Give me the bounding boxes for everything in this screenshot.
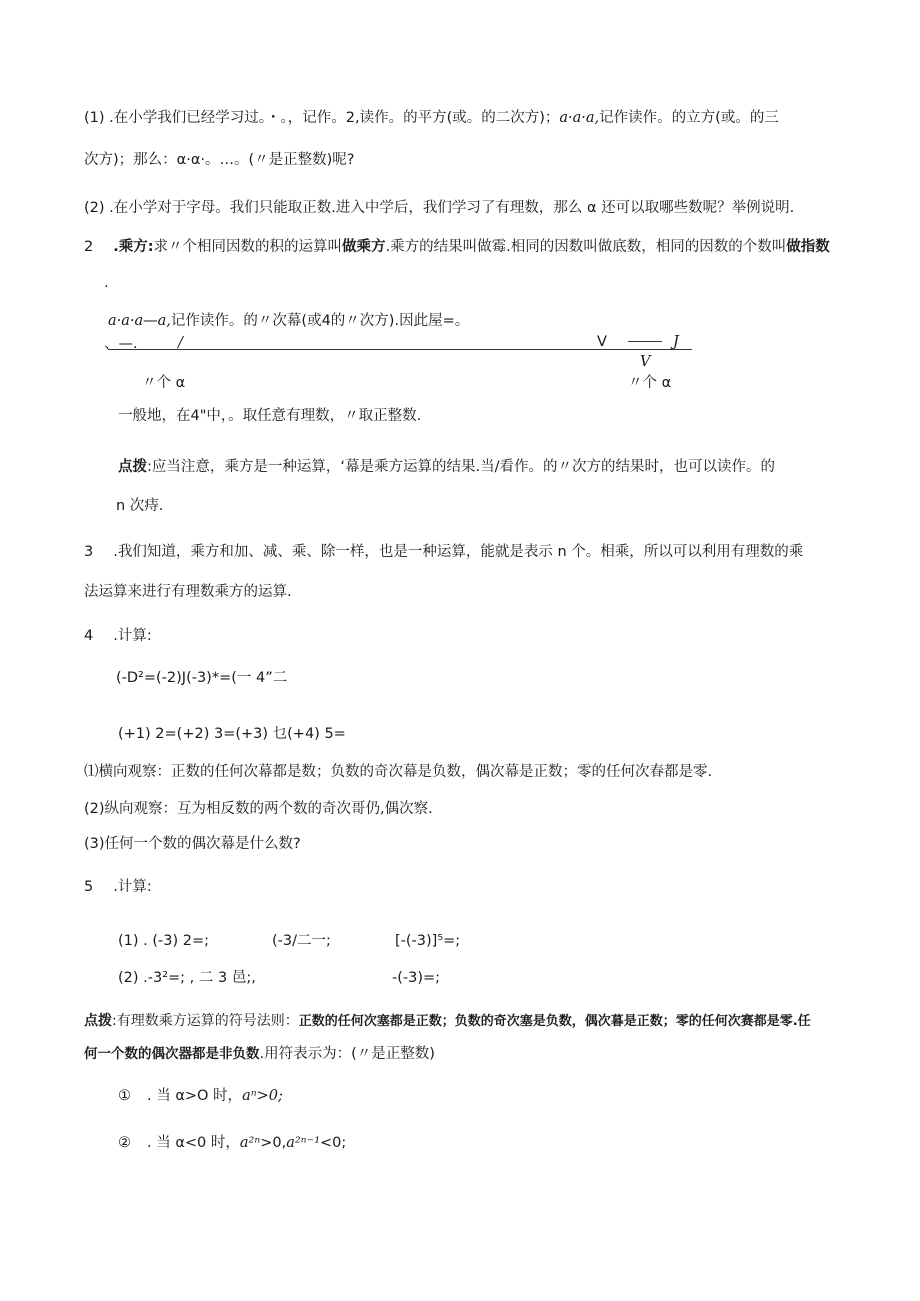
power-formula [108, 311, 469, 331]
definition-bold-b: 做指数 [786, 239, 830, 255]
brace-slash-left: / [178, 335, 183, 351]
case-2-marker: ② [118, 1135, 131, 1151]
exercise-5-row-1-a: (1) . (-3) 2=; [118, 933, 210, 949]
factor-count-left: 〃个 α [142, 375, 186, 391]
observation-2: (2)纵向观察：互为相反数的两个数的奇次哥仍,偶次察. [84, 801, 433, 817]
note-1-line-2: n 次痔. [116, 498, 164, 514]
paragraph-3-line-2: 法运算来进行有理数乘方的运算. [84, 584, 292, 600]
brace-left-mark: 、—. [104, 336, 138, 352]
item-number: 5 [84, 879, 94, 895]
observation-3: (3)任何一个数的偶次幕是什么数? [84, 836, 301, 852]
exercise-5-row-1-b: (-3/二一; [272, 933, 331, 949]
brace-slash-right: J [673, 334, 679, 350]
exercise-4-title [84, 626, 152, 646]
exercise-5-row-2-a: (2) .-3²=; , 二 3 邑;, [118, 970, 256, 986]
exercise-5-label: .计算: [113, 879, 152, 895]
note-1-label: 点拨 [118, 459, 147, 475]
exercise-4-row-1: (-D²=(-2)J(-3)*=(一 4”二 [116, 670, 288, 686]
definition-bold-a: 做乘方 [342, 239, 386, 255]
case-1 [118, 1086, 283, 1106]
item-number: 4 [84, 628, 94, 644]
definition-text-b: .乘方的结果叫做霉.相同的因数叫做底数，相同的因数的个数叫 [385, 239, 787, 255]
p1-italic: a·a·a, [559, 110, 600, 126]
definition-line [84, 237, 830, 257]
general-statement: 一般地，在4"中，。取任意有理数，〃取正整数. [118, 408, 422, 424]
paragraph-1-line-2: 次方)；那么：α·α·。…。(〃是正整数)呢? [84, 152, 355, 168]
note-1-text: :应当注意，乘方是一种运算，‘幕是乘方运算的结果.当/看作。的〃次方的结果时，也可以读作。的 [147, 459, 775, 475]
brace-v-mark: V [597, 334, 607, 350]
formula-text: 记作读作。的〃次幕(或4的〃次方).因此屋=。 [170, 313, 470, 329]
definition-text-a: 求〃个相同因数的积的运算叫 [153, 239, 343, 255]
paragraph-2: (2) .在小学对于字母。我们只能取正数.进入中学后，我们学习了有理数，那么 α 还可以取哪些数呢？举例说明. [84, 200, 795, 216]
exercise-4-row-2: (+1) 2=(+2) 3=(+3) 乜(+4) 5= [118, 726, 346, 742]
paragraph-1-line-1 [84, 108, 779, 128]
formula-italic: a·a·a—a, [108, 313, 171, 329]
note-1-line-1 [118, 457, 775, 477]
definition-end-dot: . [104, 275, 109, 291]
case-2-end: <0; [320, 1135, 347, 1151]
note-2-line-2 [84, 1044, 435, 1064]
case-2 [118, 1133, 346, 1153]
item-number: 2 [84, 239, 94, 255]
observation-1: ⑴横向观察：正数的任何次幕都是数；负数的奇次幕是负数，偶次幕是正数；零的任何次春都是零. [84, 764, 713, 780]
p1-text: (1) .在小学我们已经学习过。・。，记作。2,读作。的平方(或。的二次方)； [84, 110, 560, 126]
factor-count-right: 〃个 α [628, 375, 672, 391]
case-1-text: . 当 α>O 时， [147, 1088, 243, 1104]
exercise-5-row-2-b: -(-3)=; [392, 970, 441, 986]
note-2-text-b: .用符表示为：(〃是正整数) [259, 1046, 435, 1062]
brace-dash-right [628, 341, 662, 342]
note-2-line-1 [84, 1011, 811, 1032]
note-2-text-a: :有理数乘方运算的符号法则： [112, 1013, 299, 1029]
exercise-4-label: .计算: [113, 628, 152, 644]
definition-label: .乘方: [113, 239, 154, 255]
paragraph-3-line-1 [84, 542, 803, 562]
brace-v-sub: V [640, 354, 651, 370]
item-number: 3 [84, 544, 94, 560]
note-2-bold-a: 正数的任何次塞都是正数；负数的奇次塞是负数，偶次暮是正数；零的任何次赛都是零.任 [298, 1014, 811, 1029]
case-1-marker: ① [118, 1088, 131, 1104]
case-1-formula: aⁿ>0; [242, 1088, 283, 1104]
note-2-bold-b: 何一个数的偶次器都是非负数 [84, 1046, 260, 1062]
p1-tail: 记作读作。的立方(或。的三 [599, 110, 779, 126]
case-2-formula-b: a²ⁿ⁻¹ [286, 1135, 321, 1151]
case-2-formula-a: a²ⁿ [239, 1135, 261, 1151]
note-2-label: 点拨 [84, 1013, 112, 1029]
exercise-5-title [84, 877, 152, 897]
case-2-mid: >0, [260, 1135, 287, 1151]
exercise-5-row-1-c: [-(-3)]⁵=; [395, 933, 461, 949]
case-2-text: . 当 α<0 时， [147, 1135, 240, 1151]
paragraph-3-text: .我们知道，乘方和加、减、乘、除一样，也是一种运算，能就是表示 n 个。相乘，所以可以利用有理数的乘 [113, 544, 804, 560]
